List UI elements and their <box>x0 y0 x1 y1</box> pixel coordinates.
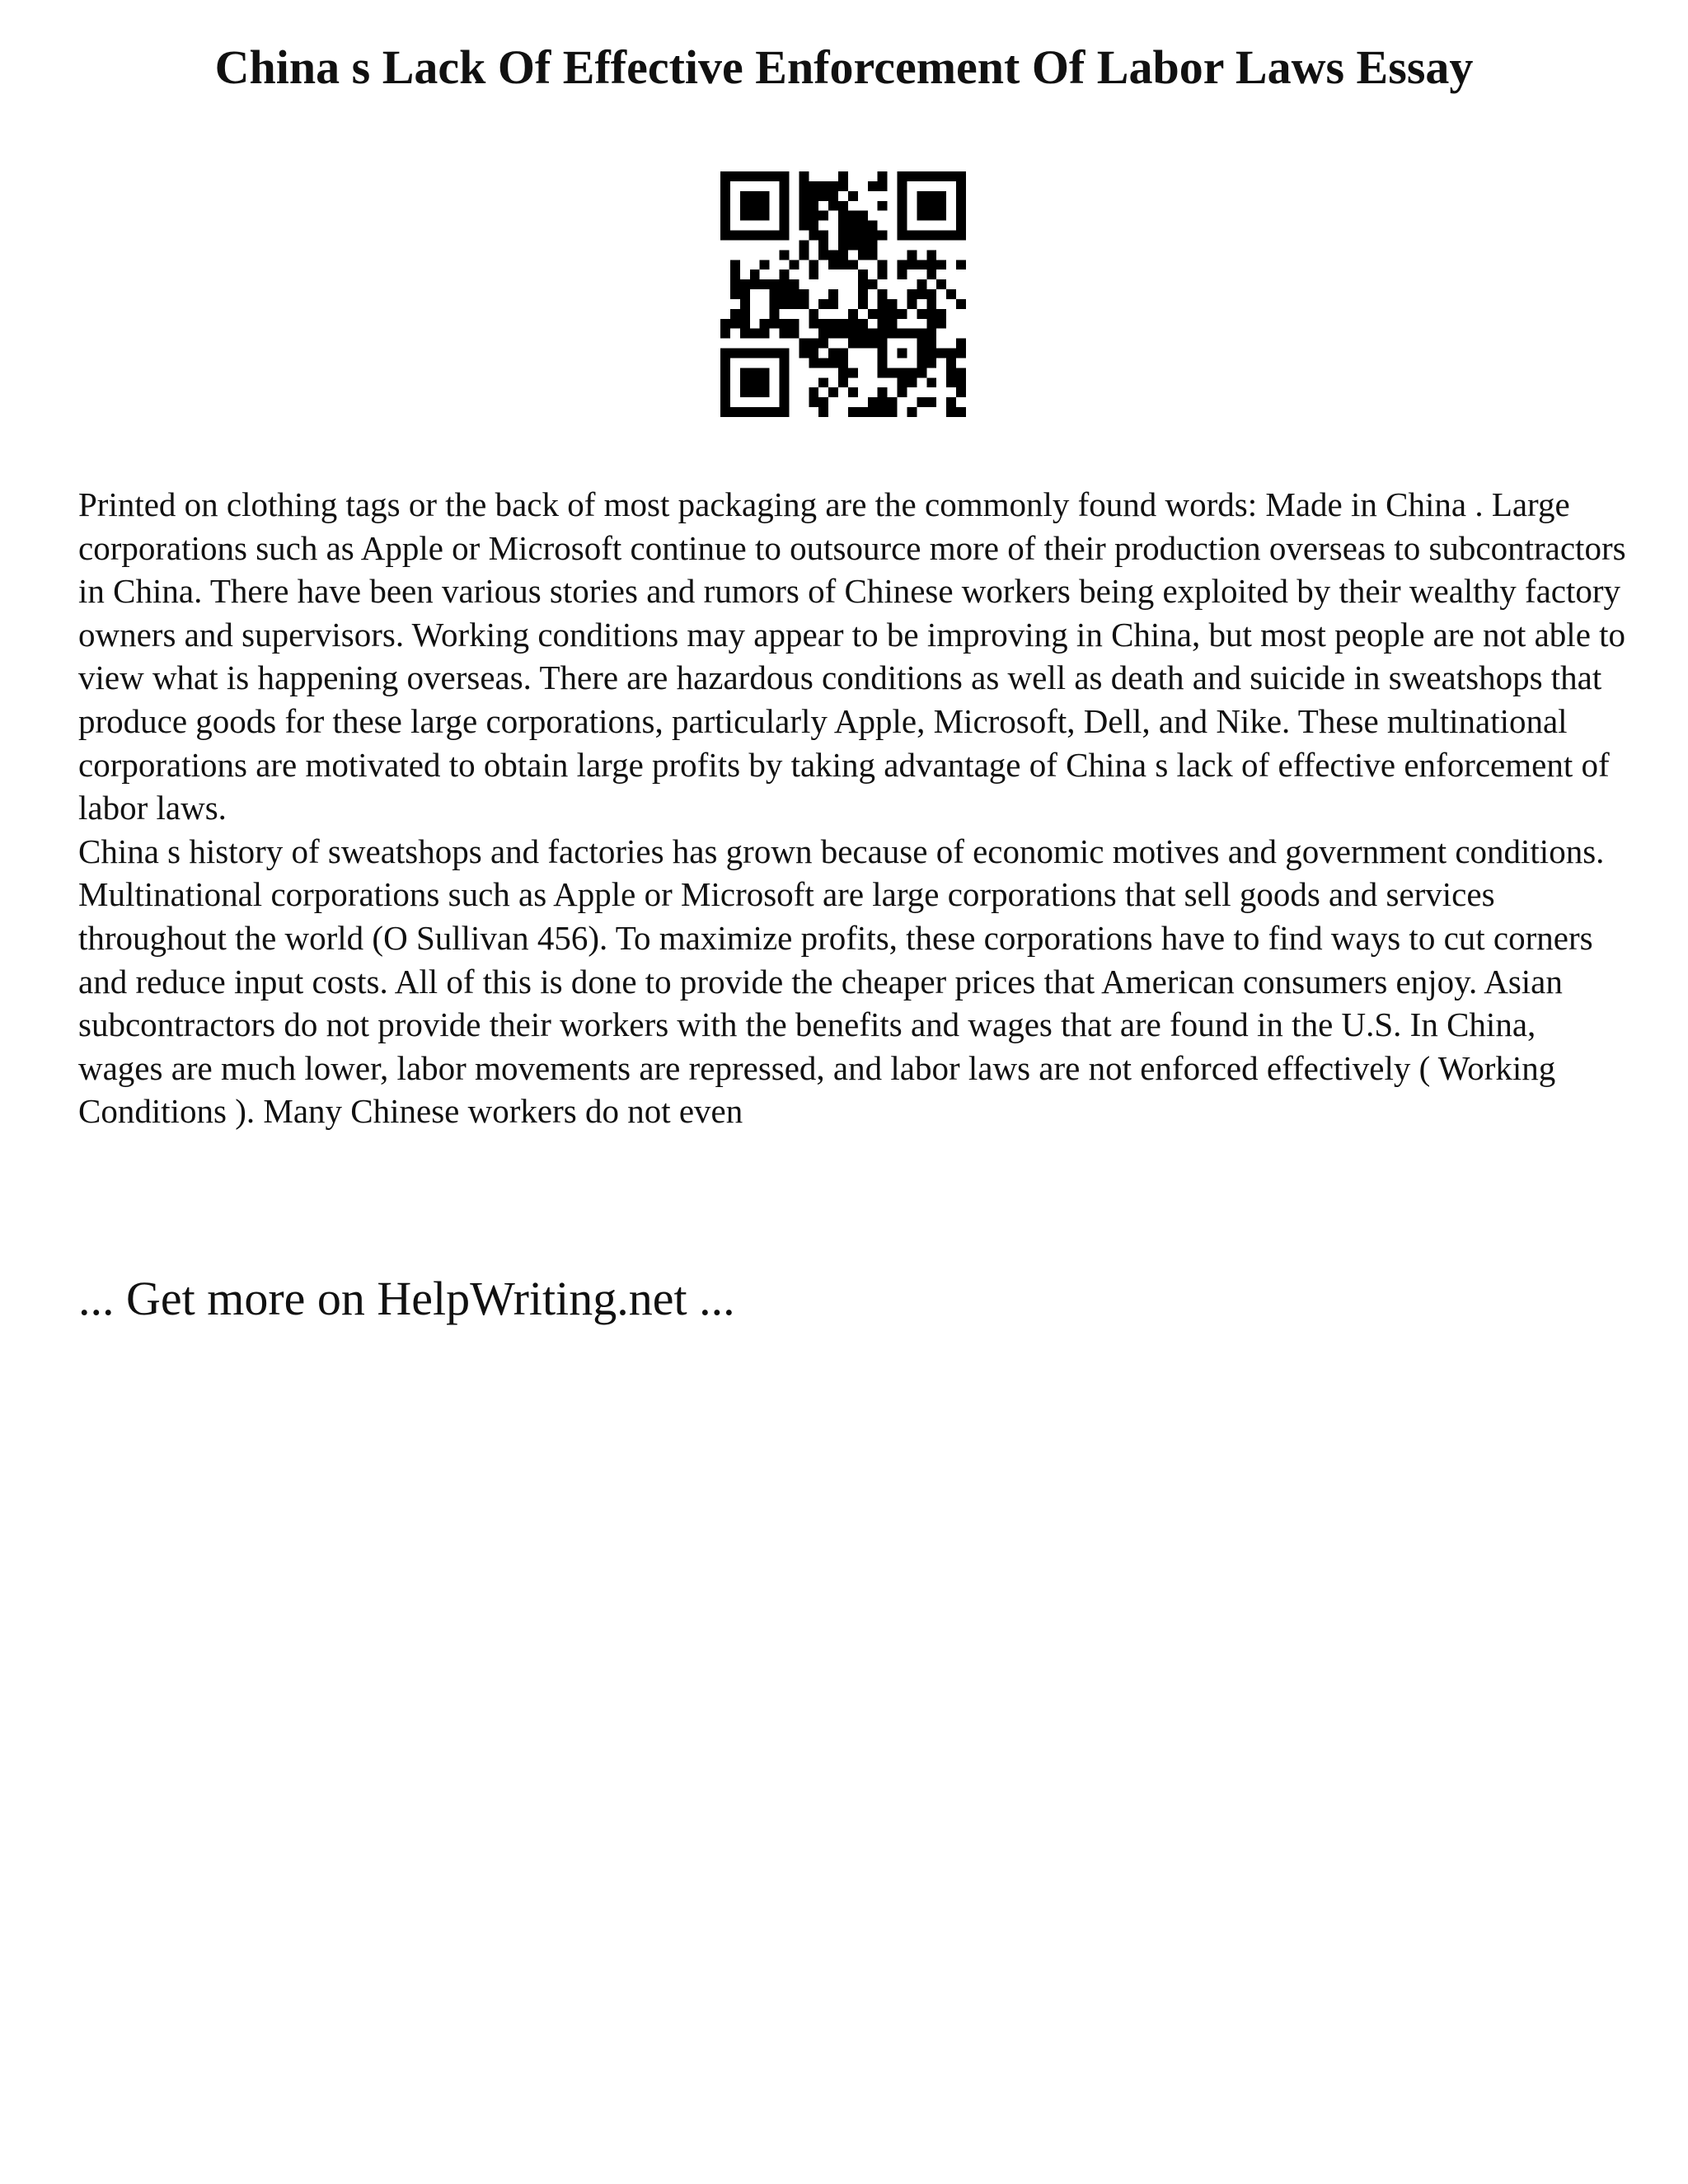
essay-paragraph-2: China s history of sweatshops and factories has grown because of economic motives and government conditions. Multinational corporations such as Apple or Microsoft are large corporations that sell goods and services throughout the world (O Sullivan 456). To maximize profits, these corporations have to find ways to cut corners and reduce input costs. All of this is done to provide the cheaper prices that American consumers enjoy. Asian subcontractors do not provide their workers with the benefits and wages that are found in the U.S. In China, wages are much lower, labor movements are repressed, and labor laws are not enforced effectively ( Working Conditions ). Many Chinese workers do not even <box>78 832 1605 1131</box>
get-more-link[interactable]: ... Get more on HelpWriting.net ... <box>78 1272 735 1325</box>
essay-body <box>78 483 1628 1133</box>
qr-code-icon <box>720 171 966 417</box>
page-title: China s Lack Of Effective Enforcement Of Labor Laws Essay <box>214 40 1474 94</box>
essay-paragraph-1: Printed on clothing tags or the back of most packaging are the commonly found words: Made in China . Large corporations such as Apple or Microsoft continue to outsource more of their production overseas to subcontractors in China. There have been various stories and rumors of Chinese workers being exploited by their wealthy factory owners and supervisors. Working conditions may appear to be improving in China, but most people are not able to view what is happening overseas. There are hazardous conditions as well as death and suicide in sweatshops that produce goods for these large corporations, particularly Apple, Microsoft, Dell, and Nike. These multinational corporations are motivated to obtain large profits by taking advantage of China s lack of effective enforcement of labor laws. <box>78 485 1626 827</box>
